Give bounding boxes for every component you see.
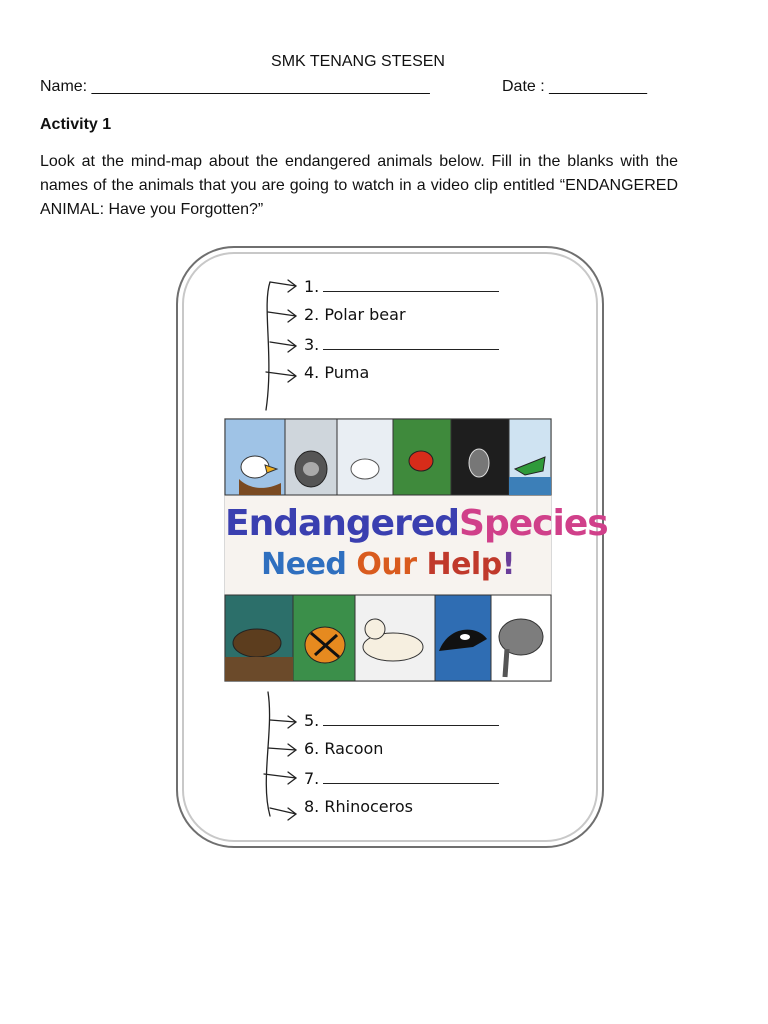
list-item-6: 6. Racoon — [304, 739, 384, 758]
instruction-lead: Look at the mind-map about the endangered animals below. Fill in the blanks with the names of the animals that you are going to watch in a video clip entitled — [40, 153, 678, 194]
poster-word-need: Need — [261, 547, 357, 582]
poster-word-our: Our — [356, 547, 427, 582]
poster-word-help: Help — [426, 547, 502, 582]
activity-title: Activity 1 — [40, 116, 112, 133]
answer-4: Puma — [324, 363, 370, 382]
top-branch-arrows — [258, 276, 302, 414]
answer-blank-3[interactable] — [323, 333, 499, 350]
poster-word-endangered: Endangered — [225, 503, 460, 544]
clip-title: “ENDANGERED ANIMAL: Have you Forgotten?” — [40, 177, 678, 218]
answer-6: Racoon — [324, 739, 384, 758]
polar-bear-icon — [351, 459, 379, 479]
bottom-animal-list — [304, 709, 499, 825]
list-item-2: 2. Polar bear — [304, 305, 406, 324]
answer-blank-5[interactable] — [323, 709, 499, 726]
poster-word-exclaim: ! — [501, 547, 515, 582]
answer-blank-7[interactable] — [323, 767, 499, 784]
list-item-3: 3. — [304, 333, 499, 362]
list-item-4: 4. Puma — [304, 363, 370, 382]
gorilla-icon — [295, 451, 327, 487]
endangered-species-poster — [224, 418, 608, 682]
answer-blank-1[interactable] — [323, 275, 499, 292]
bottom-branch-arrows — [258, 690, 302, 828]
owl-icon — [469, 449, 489, 477]
poster-line-1 — [225, 503, 608, 544]
date-field-label: Date : ___________ — [502, 78, 648, 95]
school-name: SMK TENANG STESEN — [271, 53, 445, 70]
parrot-icon — [409, 451, 433, 471]
poster-word-species: Species — [459, 503, 608, 544]
list-item-1: 1. — [304, 275, 499, 304]
answer-8: Rhinoceros — [324, 797, 413, 816]
top-animal-list — [304, 275, 499, 391]
name-field-label: Name: ______________________________________ — [40, 78, 430, 95]
instruction-text — [40, 150, 678, 222]
list-item-7: 7. — [304, 767, 499, 796]
answer-2: Polar bear — [324, 305, 406, 324]
list-item-5: 5. — [304, 709, 499, 738]
list-item-8: 8. Rhinoceros — [304, 797, 413, 816]
poster-line-2 — [225, 547, 551, 582]
tiger-icon — [305, 627, 345, 663]
